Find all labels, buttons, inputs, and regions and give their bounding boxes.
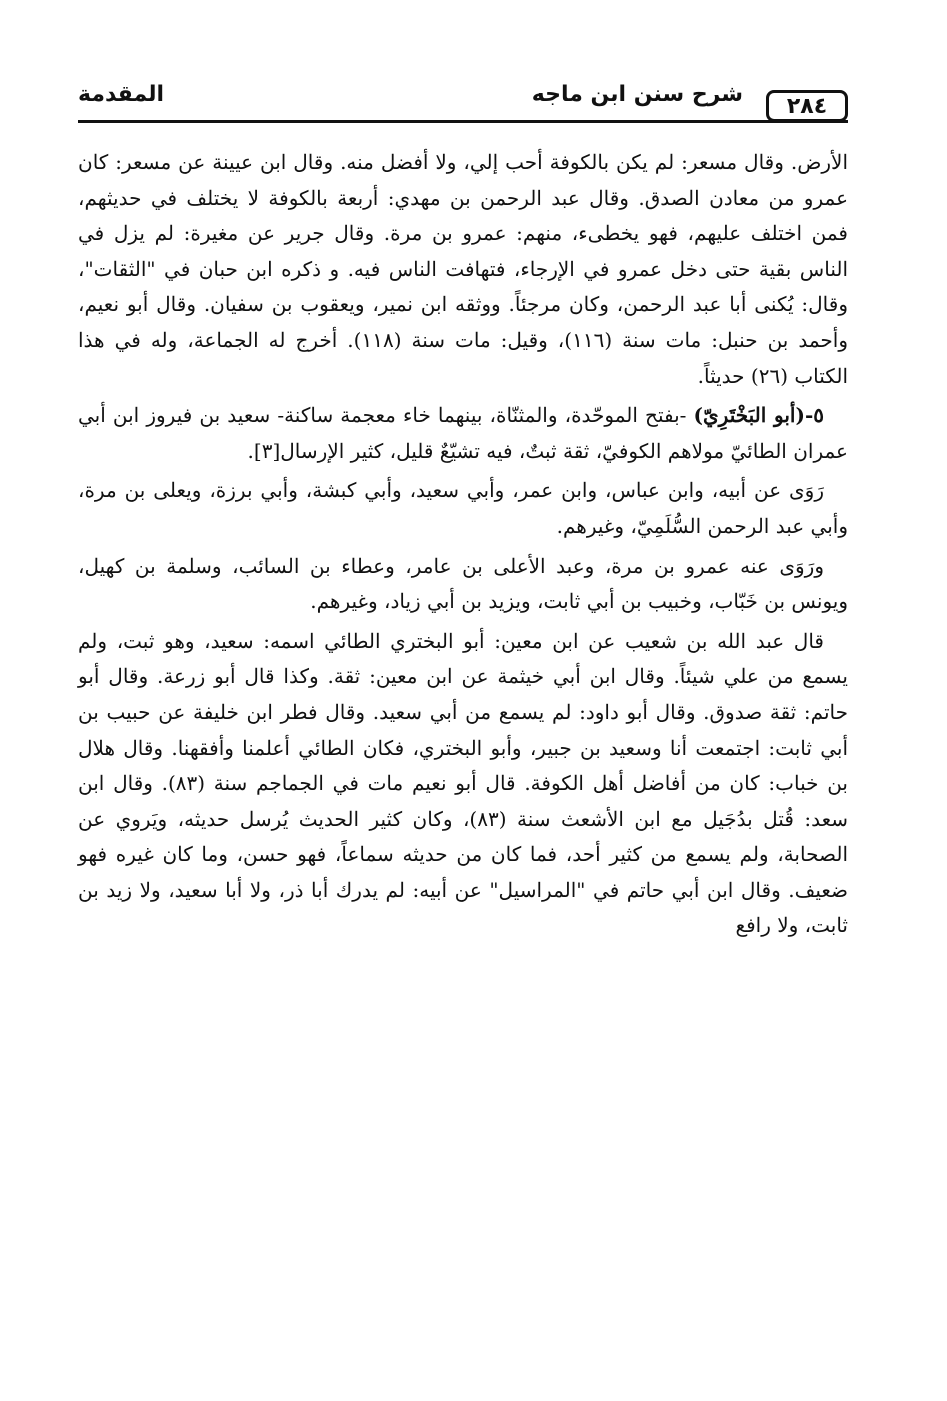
paragraph-2-text: -بفتح الموحّدة، والمثنّاة، بينهما خاء معجمة ساكنة- سعيد بن فيروز ابن أبي عمران الطائيّ مولاهم الكوفيّ، ثقة ثبتٌ، فيه تشيّعٌ قليل، كثير الإرسال[٣]. xyxy=(78,403,848,463)
narrator-heading: ٥-(أبو البَخْتَرِيّ) xyxy=(693,403,825,428)
paragraph-2 xyxy=(78,398,848,469)
paragraph-4: ورَوَى عنه عمرو بن مرة، وعبد الأعلى بن عامر، وعطاء بن السائب، وسلمة بن كهيل، ويونس بن خَبّاب، وخبيب بن أبي ثابت، ويزيد بن أبي زياد، وغيرهم. xyxy=(78,553,848,614)
paragraph-3: رَوَى عن أبيه، وابن عباس، وابن عمر، وأبي سعيد، وأبي كبشة، وأبي برزة، ويعلى بن مرة، وأبي عبد الرحمن السُّلَمِيّ، وغيرهم. xyxy=(78,478,848,538)
book-title: شرح سنن ابن ماجه xyxy=(531,82,743,107)
paragraph-5: قال عبد الله بن شعيب عن ابن معين: أبو البختري الطائي اسمه: سعيد، وهو ثبت، ولم يسمع من علي شيئاً. وقال ابن أبي خيثمة عن ابن معين: ثقة. وكذا قال أبو زرعة. وقال أبو حاتم: ثقة صدوق. وقال أبو داود: لم يسمع من أبي سعيد. وقال فطر ابن خليفة عن حبيب بن أبي ثابت: اجتمعت أنا وسعيد بن جبير، وأبو البختري، فكان الطائي أعلمنا وأفقهنا. وقال هلال بن خباب: كان من أفاضل أهل الكوفة. قال أبو نعيم مات في الجماجم سنة (٨٣). وقال ابن سعد: قُتل بدُجَيل مع ابن الأشعث سنة (٨٣)، وكان كثير الحديث يُرسل حديثه، ويَروي عن الصحابة، ولم يسمع من كثير أحد، فما كان من حديثه سماعاً، فهو حسن، وما كان غيره فهو ضعيف. وقال ابن أبي حاتم في "المراسيل" عن أبيه: لم يدرك أبا ذر، ولا أبا سعيد، ولا زيد بن ثابت، ولا رافع xyxy=(78,628,848,938)
page-header xyxy=(78,78,848,126)
header-rule xyxy=(78,120,848,123)
paragraph-1: الأرض. وقال مسعر: لم يكن بالكوفة أحب إلي، ولا أفضل منه. وقال ابن عيينة عن مسعر: كان عمرو من معادن الصدق. وقال عبد الرحمن بن مهدي: أربعة بالكوفة لا يختلف في حديثهم، فمن اختلف عليهم، فهو يخطىء، منهم: عمرو بن مرة. وقال جرير عن مغيرة: لم يزل في الناس بقية حتى دخل عمرو في الإرجاء، فتهافت الناس فيه. و ذكره ابن حبان في "الثقات"، وقال: يُكنى أبا عبد الرحمن، وكان مرجئاً. ووثقه ابن نمير، ويعقوب بن سفيان. وقال أبو نعيم، وأحمد بن حنبل: مات سنة (١١٦)، وقيل: مات سنة (١١٨). أخرج له الجماعة، وله في هذا الكتاب (٢٦) حديثاً. xyxy=(78,150,849,388)
section-title: المقدمة xyxy=(78,82,165,107)
page-body xyxy=(78,145,848,948)
page-number: ٢٨٤ xyxy=(766,90,848,122)
